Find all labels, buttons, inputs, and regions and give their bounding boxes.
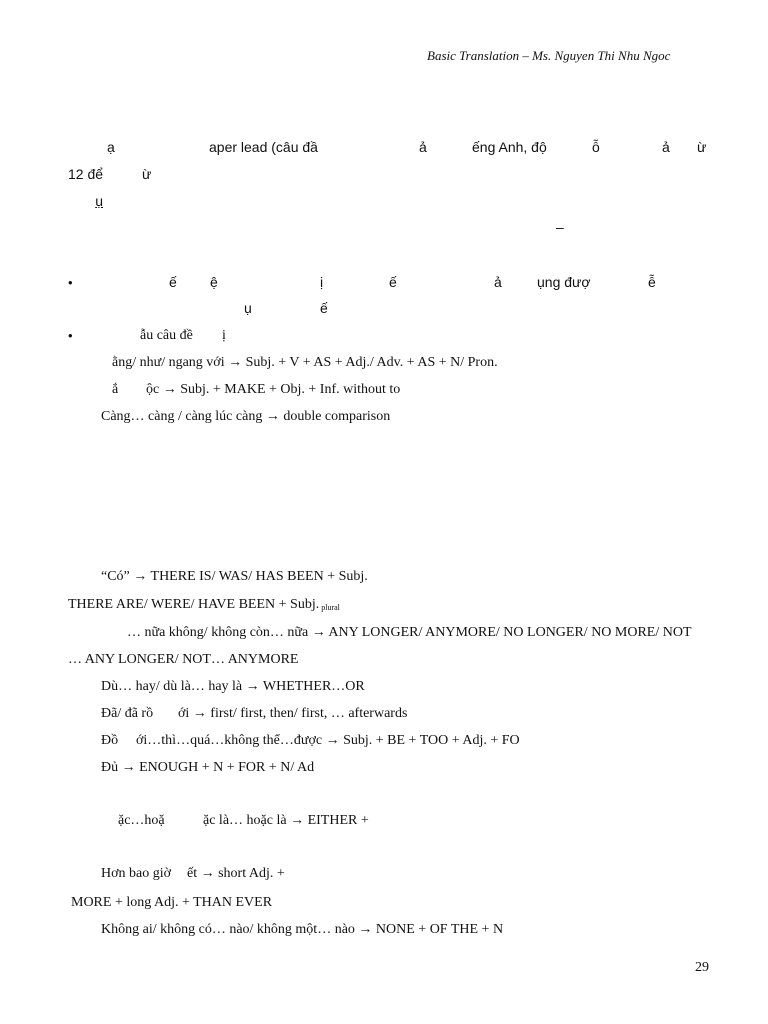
structure-line: ằng/ như/ ngang với → Subj. + V + AS + Adj./ Adv. + AS + N/ Pron.	[112, 355, 498, 370]
structure-line: Hơn bao giờ	[101, 866, 172, 881]
intro-fragment: ếng Anh, độ	[472, 139, 547, 155]
bullet-text-fragment: ế	[389, 274, 397, 290]
structure-line: THERE ARE/ WERE/ HAVE BEEN + Subj. $_{plural}$	[68, 597, 340, 612]
structure-line: ặc…hoặ	[118, 813, 165, 828]
intro-dash: –	[556, 219, 564, 235]
page-number: 29	[695, 960, 709, 975]
bullet-text-fragment: ị	[222, 328, 226, 343]
structure-line: Đủ → ENOUGH + N + FOR + N/ Ad	[101, 760, 315, 775]
structure-line: “Có” → THERE IS/ WAS/ HAS BEEN + Subj.	[101, 569, 368, 584]
structure-line: ới…thì…quá…không thể…được → Subj. + BE + TOO + Adj. + FO	[136, 733, 520, 748]
bullet-text-fragment: ị	[320, 274, 324, 290]
intro-fragment: aper lead (câu đầ	[209, 139, 318, 155]
intro-underlined-label: ụ	[95, 193, 103, 209]
bullet-marker-2: •	[68, 328, 73, 343]
intro-fragment: ừ	[697, 139, 707, 155]
structure-line: Đã/ đã rồ	[101, 706, 154, 721]
bullet-text-fragment: ễ	[648, 274, 656, 290]
structure-line: ặc là… hoặc là → EITHER +	[203, 813, 369, 828]
bullet-text-fragment: ẫu câu đề	[140, 328, 193, 343]
structure-line: … nữa không/ không còn… nữa → ANY LONGER/ ANYMORE/ NO LONGER/ NO MORE/ NOT	[127, 625, 692, 640]
bullet-marker-1: •	[68, 275, 73, 290]
bullet-text-fragment: ệ	[210, 274, 218, 290]
plural-subscript: plural	[319, 603, 340, 612]
structure-line: Đồ	[101, 733, 119, 748]
intro-fragment: ả	[419, 139, 427, 155]
structure-line: ết → short Adj. +	[187, 866, 285, 881]
bullet-text-fragment: ế	[320, 300, 328, 316]
structure-line: Không ai/ không có… nào/ không một… nào → NONE + OF THE + N	[101, 922, 504, 937]
intro-fragment: 12 để	[68, 166, 104, 182]
structure-line: Càng… càng / càng lúc càng → double comparison	[101, 409, 391, 424]
bullet-text-fragment: ả	[494, 274, 502, 290]
structure-line: Dù… hay/ dù là… hay là → WHETHER…OR	[101, 679, 365, 694]
structure-line: … ANY LONGER/ NOT… ANYMORE	[68, 652, 299, 667]
bullet-text-fragment: ế	[169, 274, 177, 290]
intro-fragment: ạ	[107, 139, 115, 155]
intro-fragment: ỗ	[592, 139, 600, 155]
structure-line: ới → first/ first, then/ first, … afterwards	[178, 706, 408, 721]
bullet-text-fragment: ụng đượ	[537, 274, 591, 290]
bullet-text-fragment: ụ	[244, 300, 252, 316]
structure-line: ắ	[112, 382, 119, 397]
structure-line: MORE + long Adj. + THAN EVER	[71, 895, 273, 910]
structure-line: ộc → Subj. + MAKE + Obj. + Inf. without to	[146, 382, 401, 397]
running-header: Basic Translation – Ms. Nguyen Thi Nhu Ngoc	[427, 48, 671, 63]
intro-fragment: ừ	[142, 166, 152, 182]
intro-fragment: ả	[662, 139, 670, 155]
